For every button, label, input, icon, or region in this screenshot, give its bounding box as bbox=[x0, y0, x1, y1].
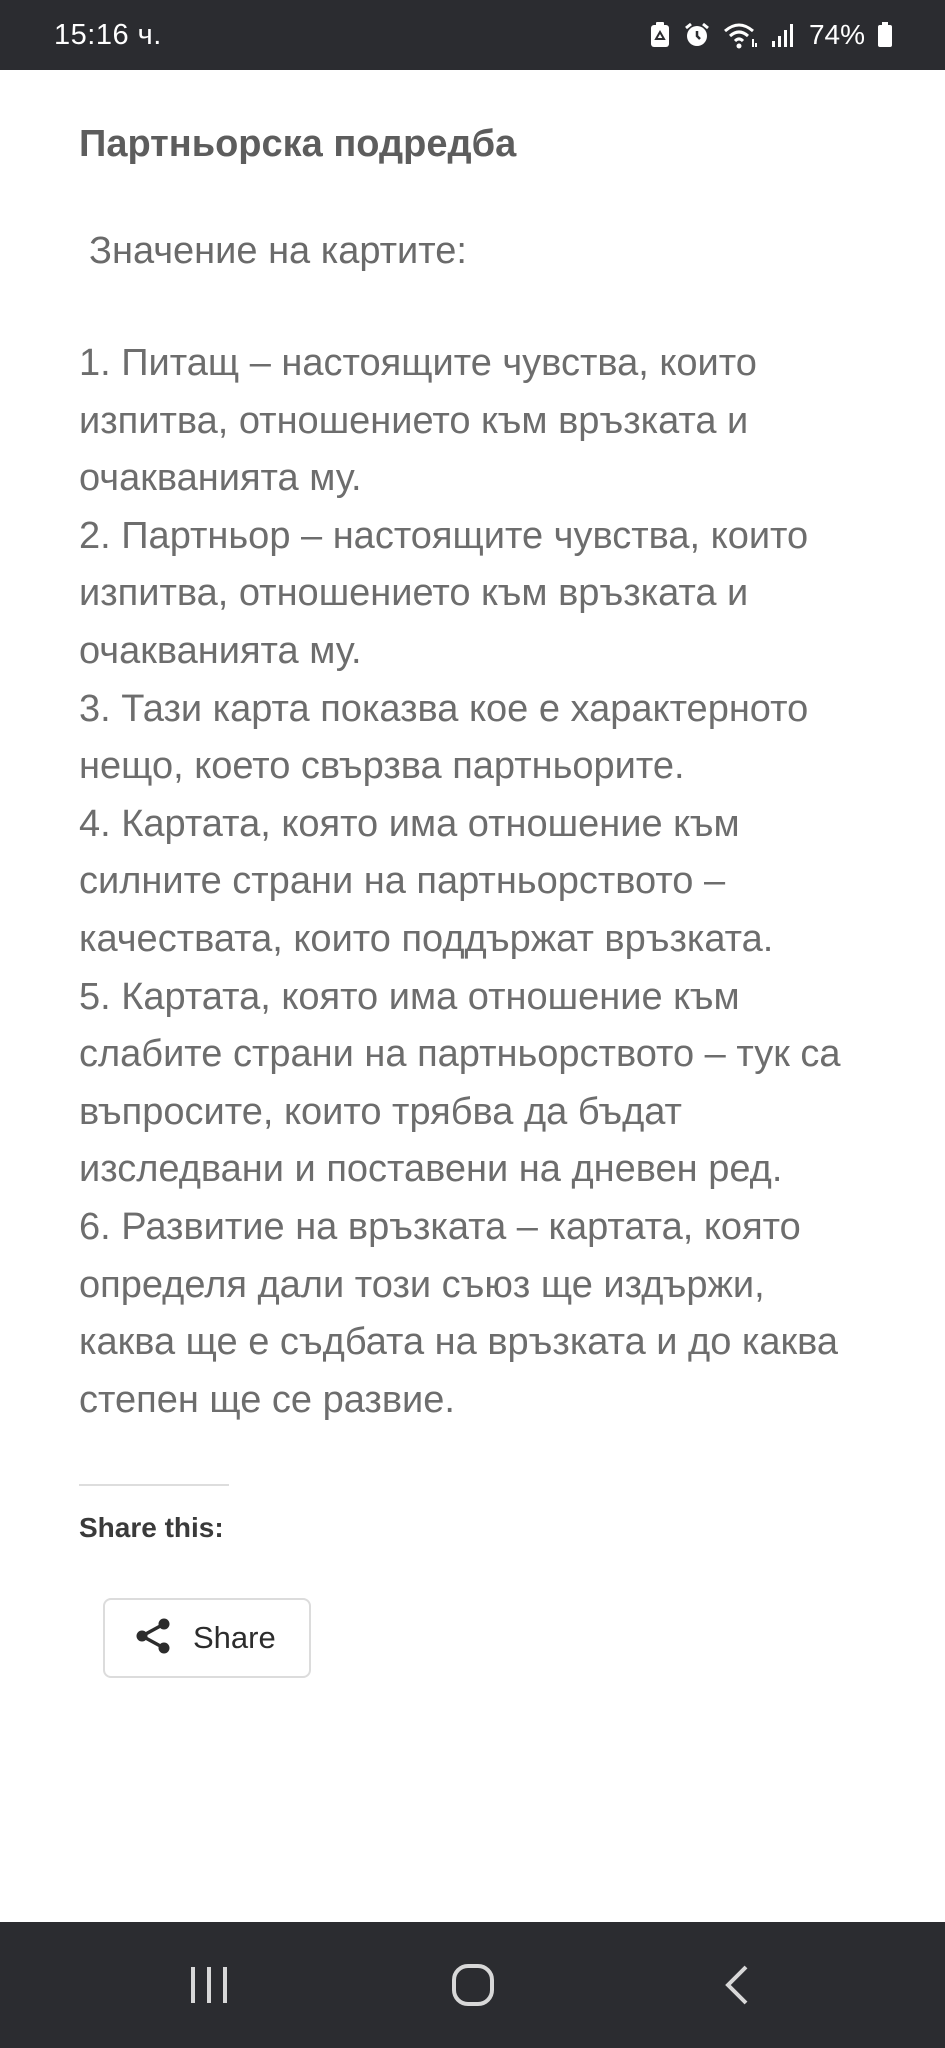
back-button[interactable] bbox=[698, 1950, 778, 2020]
list-item: 3. Тази карта показва кое е характерното нещо, което свързва партньорите. bbox=[79, 687, 809, 788]
list-item: 6. Развитие на връзката – картата, която определя дали този съюз ще издържи, каква ще е съдбата на връзката и до каква степен ще се развие. bbox=[79, 1205, 839, 1421]
list-item: 1. Питащ – настоящите чувства, които изпитва, отношението към връзката и очакванията му. bbox=[79, 342, 757, 500]
wifi-icon bbox=[723, 21, 759, 49]
divider bbox=[79, 1484, 229, 1486]
battery-icon bbox=[877, 21, 893, 49]
recycle-battery-saver-icon bbox=[649, 21, 671, 49]
article-subtitle: Значение на картите: bbox=[89, 230, 467, 272]
status-time: 15:16 ч. bbox=[54, 18, 162, 51]
share-icon bbox=[133, 1616, 173, 1661]
navigation-bar bbox=[0, 1922, 945, 2048]
list-item: 5. Картата, която има отношение към слабите страни на партньорството – тук са въпросите, които трябва да бъдат изследвани и поставени на дневен ред. bbox=[79, 975, 841, 1191]
card-meaning-list bbox=[79, 335, 866, 1429]
back-icon bbox=[716, 1963, 760, 2007]
home-icon bbox=[451, 1963, 495, 2007]
recent-apps-button[interactable] bbox=[169, 1950, 249, 2020]
status-icons bbox=[649, 19, 893, 51]
share-button-label: Share bbox=[193, 1620, 276, 1656]
list-item: 2. Партньор – настоящите чувства, които изпитва, отношението към връзката и очакванията му. bbox=[79, 514, 809, 672]
share-heading: Share this: bbox=[79, 1512, 224, 1544]
signal-icon bbox=[771, 21, 797, 49]
recent-apps-icon bbox=[187, 1963, 231, 2007]
article-content bbox=[0, 70, 945, 1922]
article-title: Партньорска подредба bbox=[79, 123, 517, 165]
home-button[interactable] bbox=[433, 1950, 513, 2020]
alarm-icon bbox=[683, 21, 711, 49]
list-item: 4. Картата, която има отношение към силните страни на партньорството – качествата, които поддържат връзката. bbox=[79, 802, 774, 960]
battery-percent: 74% bbox=[808, 19, 865, 50]
status-bar bbox=[0, 0, 945, 70]
share-button[interactable] bbox=[103, 1598, 311, 1678]
